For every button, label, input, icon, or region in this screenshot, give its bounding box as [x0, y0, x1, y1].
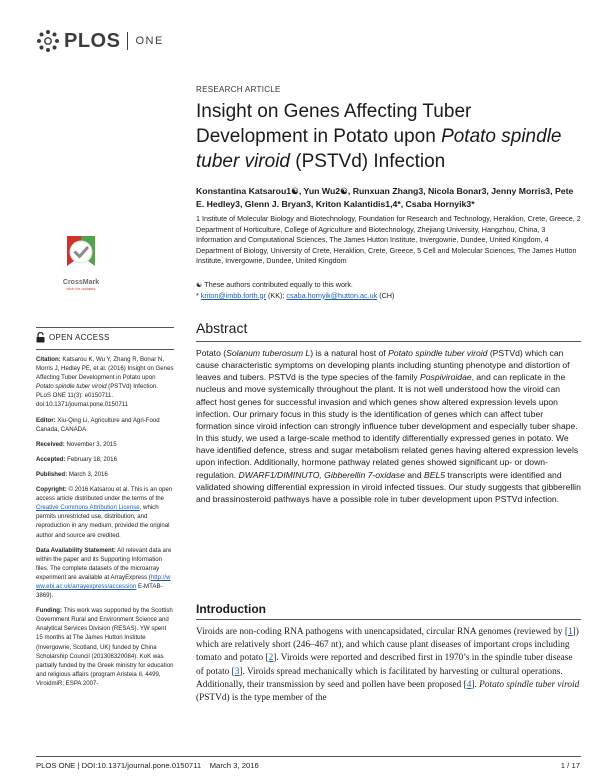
- citation-text: Katsarou K, Wu Y, Zhang R, Bonar N, Morris J, Hedley PE, et al. (2016) Insight on Genes Affecting Tuber Development in Potato upon: [36, 356, 174, 382]
- abstract-italic: Solanum tuberosum L: [226, 348, 311, 358]
- introduction-text: [196, 626, 581, 705]
- intro-run: ]. Viroids were reported and described first in 1970’s in the spindle tuber disease of potato [: [196, 653, 573, 677]
- plos-dots-icon: [36, 29, 60, 53]
- received-date: [36, 440, 174, 449]
- funding-text: This work was supported by the Scottish Government Rural and Environment Science and Analytical Services Division (RESAS). YW spent 15 months at The James Hutton Institute (Invergowrie, Scotland, UK) funded by China Scholarship Council (201306320084). KoK was partially funded by the Greek ministry for education and religious affairs (program Aristeia II, 4499, ViroidmiR; ESPA 2007-: [36, 607, 174, 687]
- abstract-run: ) is a natural host of: [310, 348, 389, 358]
- copyright: [36, 485, 174, 540]
- metadata-divider: [36, 349, 174, 350]
- crossmark-badge[interactable]: [58, 232, 104, 291]
- published-label: Published:: [36, 470, 68, 478]
- title-part: Insight on Genes Affecting Tuber Development in Potato upon: [196, 101, 472, 147]
- logo-divider: [127, 32, 128, 50]
- funding: [36, 606, 174, 688]
- citation-text: (PSTVd) Infection. PLoS ONE 11(3): e0150711. doi:10.1371/journal.pone.0150711: [36, 383, 158, 409]
- abstract-italic: Potato spindle tuber viroid: [388, 348, 488, 358]
- arrayexpress-link[interactable]: http://www.ebi.ac.uk/arrayexpress/accession: [36, 573, 171, 590]
- intro-run: ]. Viroids spread mechanically which is facilitated by harvesting or cultural operations. Additionally, their transmission by seed and pollen have been proposed [: [196, 666, 563, 690]
- crossmark-icon: [61, 232, 101, 276]
- abstract-run: (PSTVd) which can cause characteristic symptoms on developing plants including stunting phenotype and distortion of leaves and tubers. PSTVd is the type species of the family: [196, 348, 570, 383]
- citation-label: Citation:: [36, 356, 61, 363]
- editor: [36, 416, 174, 434]
- abstract-run: transcripts were identified and validated showing differential expression in viroid infected tissues. Our study suggests that gibberellin and brassinosteroid pathways have a possible role in tuber development upon PSTVd infection.: [196, 469, 581, 504]
- email-link-kk[interactable]: kriton@imbb.forth.gr: [200, 290, 267, 300]
- abstract-text: [196, 347, 581, 505]
- intro-italic: Potato spindle tuber viroid: [479, 679, 580, 690]
- intro-run: (PSTVd) is the type member of the: [196, 693, 327, 704]
- introduction-divider: [196, 619, 581, 620]
- copyright-text: © 2016 Katsarou et al. This is an open access article distributed under the terms of the: [36, 486, 173, 503]
- intro-run: ]) which are relatively short (246–467 nt), and which cause plant diseases of important crops including tomato and potato [: [196, 627, 579, 664]
- journal-sub: ONE: [135, 35, 164, 47]
- reference-link-2[interactable]: 2: [268, 653, 274, 664]
- introduction-heading: Introduction: [196, 602, 266, 616]
- funding-label: Funding:: [36, 607, 63, 615]
- author-notes: [196, 280, 581, 301]
- email-suffix: (KK);: [266, 290, 287, 300]
- citation: [36, 355, 174, 410]
- article-type: RESEARCH ARTICLE: [196, 85, 281, 94]
- footer-divider: [36, 756, 581, 757]
- open-access-label: OPEN ACCESS: [49, 332, 110, 342]
- data-availability-text: All relevant data are within the paper and its Supporting Information files. The complete datasets of the microarray experiment are available at ArrayExpress (: [36, 546, 172, 581]
- abstract-divider: [196, 341, 581, 342]
- copyright-label: Copyright:: [36, 486, 67, 494]
- copyright-text: , which permits unrestricted use, distribution, and reproduction in any medium, provided the original author and source are credited.: [36, 504, 170, 539]
- reference-link-3[interactable]: 3: [234, 666, 240, 677]
- citation-species: Potato spindle tuber viroid: [36, 383, 107, 391]
- abstract-run: and: [404, 469, 425, 480]
- abstract-heading: Abstract: [196, 320, 248, 336]
- reference-link-4[interactable]: 4: [466, 679, 472, 690]
- abstract-italic: Pospiviroidae: [420, 372, 472, 383]
- data-availability-text: E-MTAB-3869).: [36, 582, 163, 600]
- abstract-italic: DWARF1/DIMINUTO, Gibberellin 7-oxidase: [238, 469, 405, 480]
- published-date: [36, 470, 174, 479]
- author-list: Konstantina Katsarou1☯, Yun Wu2☯, Runxuan Zhang3, Nicola Bonar3, Jenny Morris3, Pete E. Hedley3, Glenn J. Bryan3, Kriton Kalantidis1,4*, Csaba Hornyik3*: [196, 186, 574, 209]
- title-part: (PSTVd) Infection: [290, 151, 446, 172]
- page-number: 1 / 17: [560, 761, 580, 770]
- received-text: November 3, 2015: [64, 440, 117, 448]
- editor-label: Editor:: [36, 416, 56, 424]
- reference-link-1[interactable]: 1: [568, 627, 573, 637]
- accepted-label: Accepted:: [36, 455, 66, 463]
- intro-run: ].: [471, 679, 480, 690]
- accepted-date: [36, 455, 174, 464]
- footer-citation: PLOS ONE | DOI:10.1371/journal.pone.0150711 March 3, 2016: [36, 761, 259, 770]
- crossmark-sublabel: click for updates: [66, 286, 96, 291]
- data-availability: [36, 546, 174, 601]
- article-metadata: [36, 327, 174, 694]
- accepted-text: February 18, 2016: [65, 455, 117, 463]
- journal-name: PLOS: [64, 29, 121, 52]
- article-title: [196, 99, 576, 174]
- open-lock-icon: [36, 332, 45, 343]
- plos-one-logo: [36, 27, 164, 55]
- abstract-run: Potato (: [196, 348, 227, 358]
- email-link-ch[interactable]: csaba.hornyik@hutton.ac.uk: [286, 290, 378, 300]
- title-species: Potato spindle tuber viroid: [196, 126, 562, 172]
- metadata-divider: [36, 327, 174, 328]
- abstract-run: , and can replicate in the nucleus and move systemically throughout the plant. It is not well understood how the viroid can affect host genes for successful invasion and which genes show altered expression levels upon infection. Our primary focus in this study is the identification of genes which can affect tuber formation since viroid infection can strongly influence tuber development and especially tuber shape. In this study, we used a large-scale method to identify differentially expressed genes in potato. We have identified defence, stress and sugar metabolism related genes having altered expression levels upon infection. Additionally, hormone pathway related genes showed significant up- or down-regulation.: [196, 372, 579, 480]
- editor-text: Xiu-Qing Li, Agriculture and Agri-Food Canada, CANADA: [36, 416, 160, 433]
- abstract-italic: BEL5: [424, 469, 446, 480]
- license-link[interactable]: Creative Commons Attribution License: [36, 504, 140, 512]
- crossmark-label: CrossMark: [62, 279, 100, 286]
- corr-mark: *: [196, 290, 201, 300]
- intro-run: Viroids are non-coding RNA pathogens with unencapsidated, circular RNA genomes (reviewed by [: [196, 627, 568, 637]
- open-access-row: [36, 332, 174, 343]
- email-suffix: (CH): [377, 290, 395, 300]
- received-label: Received:: [36, 440, 65, 448]
- published-text: March 3, 2016: [67, 470, 108, 478]
- affiliations: 1 Institute of Molecular Biology and Biotechnology, Foundation for Research and Technology, Heraklion, Crete, Greece, 2 Department of Horticulture, College of Agriculture and Biotechnology, Zhejiang University, Hangzhou, China, 3 Information and Computational Sciences, The James Hutton Institute, Invergowrie, Dundee, United Kingdom, 4 Department of Biology, University of Crete, Heraklion, Crete, Greece, 5 Cell and Molecular Sciences, The James Hutton Institute, Invergowrie, Dundee, United Kingdom: [196, 214, 581, 266]
- data-availability-label: Data Availability Statement:: [36, 546, 116, 554]
- corresponding-authors: [196, 291, 581, 302]
- equal-contribution-note: ☯ These authors contributed equally to this work.: [196, 280, 353, 289]
